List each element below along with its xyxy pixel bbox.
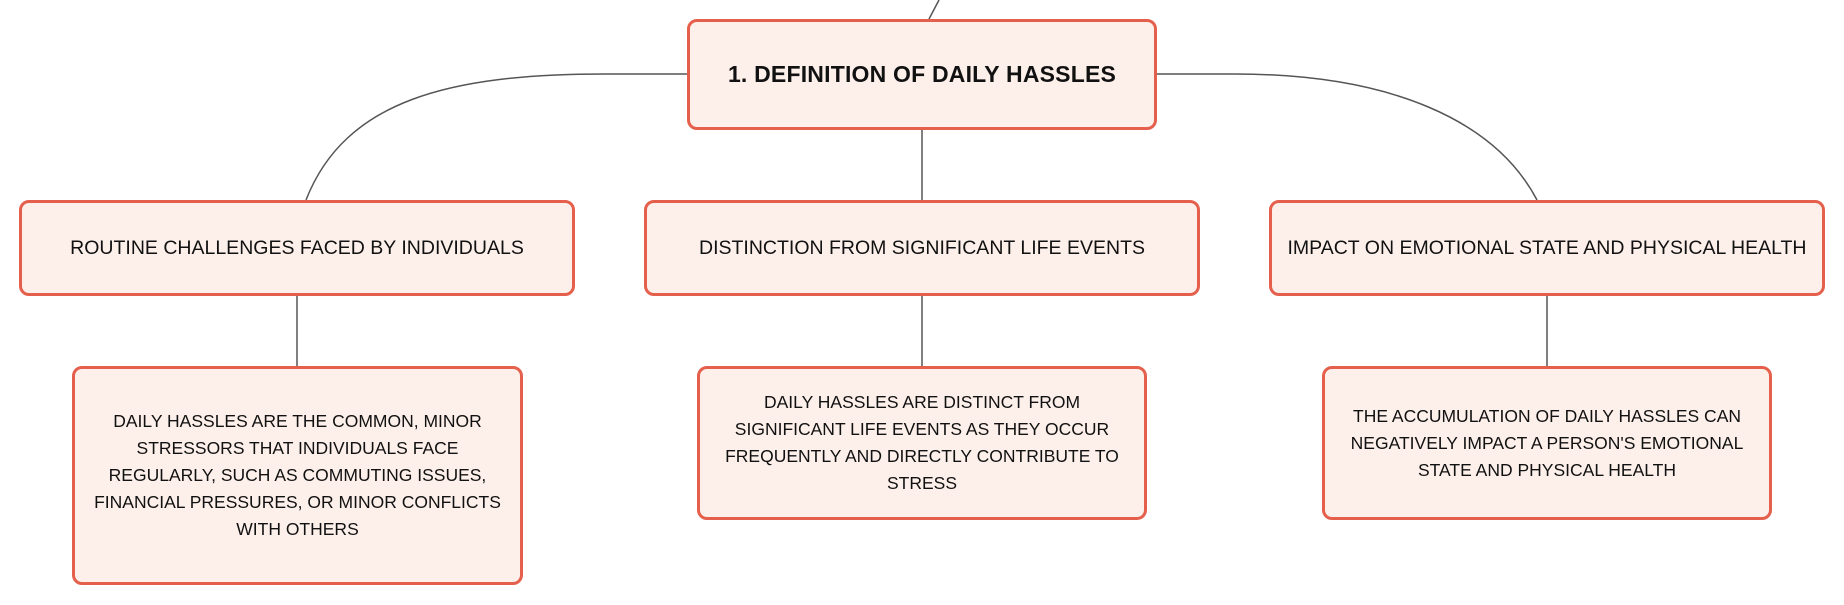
connector-parent-to-root [929,0,939,19]
detail-node-text: DAILY HASSLES ARE DISTINCT FROM SIGNIFICANT LIFE EVENTS AS THEY OCCUR FREQUENTLY AND DIRECTLY CONTRIBUTE TO STRESS [725,392,1119,493]
branch-node-label: ROUTINE CHALLENGES FACED BY INDIVIDUALS [70,236,524,259]
detail-node-distinction[interactable] [697,366,1147,520]
branch-node-impact[interactable] [1269,200,1825,296]
root-node-label: 1. DEFINITION OF DAILY HASSLES [727,61,1117,87]
branch-node-label: IMPACT ON EMOTIONAL STATE AND PHYSICAL HEALTH [1287,236,1807,259]
branch-node-label: DISTINCTION FROM SIGNIFICANT LIFE EVENTS [698,236,1145,259]
detail-node-text: DAILY HASSLES ARE THE COMMON, MINOR STRESSORS THAT INDIVIDUALS FACE REGULARLY, SUCH AS COMMUTING ISSUES, FINANCIAL PRESSURES, OR MINOR CONFLICTS WITH OTHERS [94,411,501,539]
detail-node-impact[interactable] [1322,366,1772,520]
branch-node-routine-challenges[interactable] [19,200,575,296]
connector-root-to-branch-3 [1157,74,1537,200]
branch-node-distinction[interactable] [644,200,1200,296]
detail-node-text: THE ACCUMULATION OF DAILY HASSLES CAN NEGATIVELY IMPACT A PERSON'S EMOTIONAL STATE AND PHYSICAL HEALTH [1350,405,1744,480]
root-node[interactable] [687,19,1157,130]
detail-node-routine-challenges[interactable] [72,366,523,585]
connector-root-to-branch-1 [306,74,687,200]
